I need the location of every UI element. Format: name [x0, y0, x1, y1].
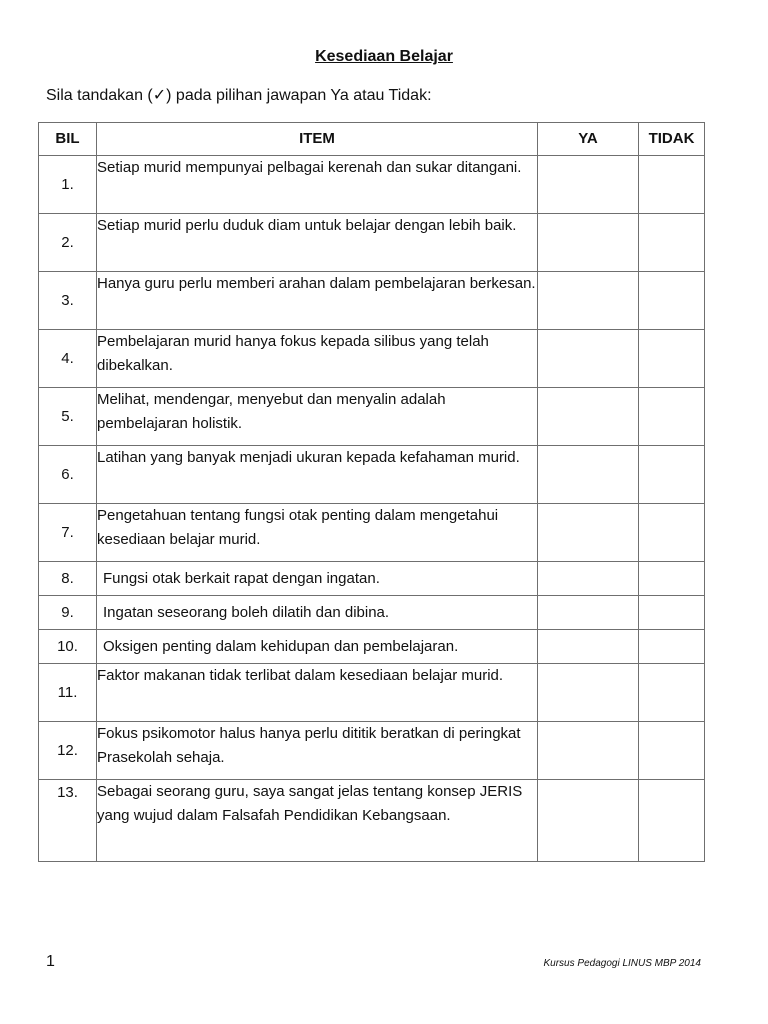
row-number: 3.: [39, 272, 97, 330]
row-item-text: Faktor makanan tidak terlibat dalam kesediaan belajar murid.: [97, 664, 538, 722]
table-row: [39, 664, 705, 722]
tidak-answer-cell[interactable]: [639, 562, 705, 596]
course-footer: Kursus Pedagogi LINUS MBP 2014: [543, 958, 701, 969]
ya-answer-cell[interactable]: [538, 664, 639, 722]
header-bil: BIL: [39, 123, 97, 156]
ya-answer-cell[interactable]: [538, 156, 639, 214]
tidak-answer-cell[interactable]: [639, 272, 705, 330]
row-number: 11.: [39, 664, 97, 722]
row-item-text: Ingatan seseorang boleh dilatih dan dibina.: [97, 596, 538, 630]
ya-answer-cell[interactable]: [538, 630, 639, 664]
row-item-text: Fokus psikomotor halus hanya perlu dititik beratkan di peringkat Prasekolah sehaja.: [97, 722, 538, 780]
header-tidak: TIDAK: [639, 123, 705, 156]
tidak-answer-cell[interactable]: [639, 664, 705, 722]
ya-answer-cell[interactable]: [538, 272, 639, 330]
header-ya: YA: [538, 123, 639, 156]
row-number: 6.: [39, 446, 97, 504]
tidak-answer-cell[interactable]: [639, 504, 705, 562]
ya-answer-cell[interactable]: [538, 562, 639, 596]
row-item-text: Pengetahuan tentang fungsi otak penting dalam mengetahui kesediaan belajar murid.: [97, 504, 538, 562]
table-row: [39, 272, 705, 330]
row-number: 2.: [39, 214, 97, 272]
tidak-answer-cell[interactable]: [639, 156, 705, 214]
table-row: [39, 446, 705, 504]
tidak-answer-cell[interactable]: [639, 630, 705, 664]
row-number: 7.: [39, 504, 97, 562]
row-item-text: Pembelajaran murid hanya fokus kepada silibus yang telah dibekalkan.: [97, 330, 538, 388]
ya-answer-cell[interactable]: [538, 446, 639, 504]
row-item-text: Hanya guru perlu memberi arahan dalam pembelajaran berkesan.: [97, 272, 538, 330]
header-item: ITEM: [97, 123, 538, 156]
row-item-text: Latihan yang banyak menjadi ukuran kepada kefahaman murid.: [97, 446, 538, 504]
table-row: [39, 388, 705, 446]
tidak-answer-cell[interactable]: [639, 330, 705, 388]
row-item-text: Setiap murid mempunyai pelbagai kerenah dan sukar ditangani.: [97, 156, 538, 214]
table-row: [39, 722, 705, 780]
table-row: [39, 780, 705, 862]
table-row: [39, 562, 705, 596]
ya-answer-cell[interactable]: [538, 214, 639, 272]
page-title: Kesediaan Belajar: [315, 48, 453, 65]
table-row: [39, 504, 705, 562]
tidak-answer-cell[interactable]: [639, 446, 705, 504]
ya-answer-cell[interactable]: [538, 596, 639, 630]
row-number: 8.: [39, 562, 97, 596]
ya-answer-cell[interactable]: [538, 388, 639, 446]
row-item-text: Melihat, mendengar, menyebut dan menyalin adalah pembelajaran holistik.: [97, 388, 538, 446]
table-row: [39, 156, 705, 214]
row-item-text: Sebagai seorang guru, saya sangat jelas tentang konsep JERIS yang wujud dalam Falsafah Pendidikan Kebangsaan.: [97, 780, 538, 862]
tidak-answer-cell[interactable]: [639, 596, 705, 630]
ya-answer-cell[interactable]: [538, 504, 639, 562]
row-number: 13.: [39, 780, 97, 862]
tidak-answer-cell[interactable]: [639, 780, 705, 862]
ya-answer-cell[interactable]: [538, 780, 639, 862]
table-row: [39, 596, 705, 630]
table-header-row: [39, 123, 705, 156]
row-number: 5.: [39, 388, 97, 446]
instruction-text: Sila tandakan (✓) pada pilihan jawapan Ya atau Tidak:: [46, 87, 432, 104]
ya-answer-cell[interactable]: [538, 330, 639, 388]
tidak-answer-cell[interactable]: [639, 214, 705, 272]
ya-answer-cell[interactable]: [538, 722, 639, 780]
row-number: 12.: [39, 722, 97, 780]
row-number: 9.: [39, 596, 97, 630]
page-number: 1: [46, 953, 55, 970]
row-item-text: Oksigen penting dalam kehidupan dan pembelajaran.: [97, 630, 538, 664]
row-number: 4.: [39, 330, 97, 388]
row-number: 10.: [39, 630, 97, 664]
row-item-text: Setiap murid perlu duduk diam untuk belajar dengan lebih baik.: [97, 214, 538, 272]
table-row: [39, 330, 705, 388]
table-row: [39, 630, 705, 664]
row-item-text: Fungsi otak berkait rapat dengan ingatan.: [97, 562, 538, 596]
questionnaire-table: [38, 122, 705, 862]
tidak-answer-cell[interactable]: [639, 722, 705, 780]
tidak-answer-cell[interactable]: [639, 388, 705, 446]
table-row: [39, 214, 705, 272]
row-number: 1.: [39, 156, 97, 214]
